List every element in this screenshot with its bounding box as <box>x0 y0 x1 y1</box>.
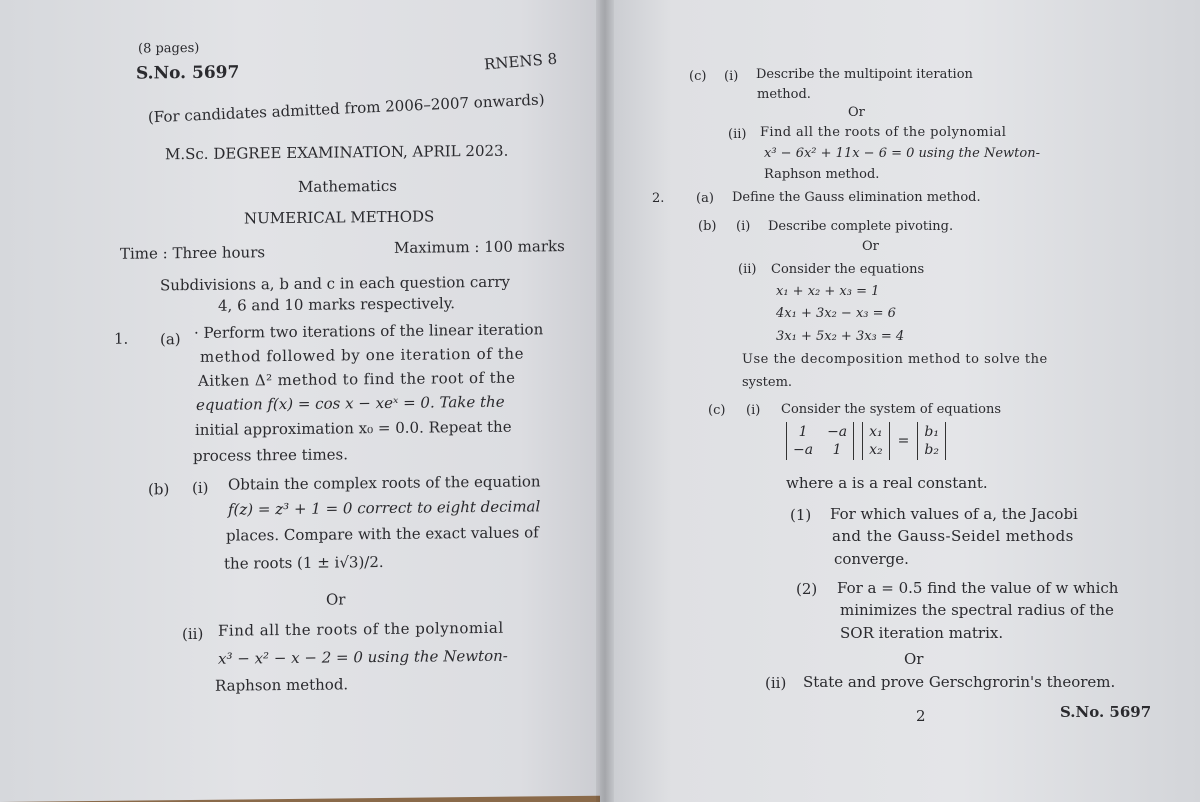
where-clause: where a is a real constant. <box>786 474 988 492</box>
q1b-ii-line-2: x³ − x² − x − 2 = 0 using the Newton- <box>218 646 508 668</box>
right-page <box>600 0 1200 802</box>
q2a-label: (a) <box>696 191 714 206</box>
q1c-ii-line-2: x³ − 6x² + 11x − 6 = 0 using the Newton- <box>764 146 1040 161</box>
q1c-i-line-1: Describe the multipoint iteration <box>756 67 973 82</box>
matrix-a-11: 1 <box>798 424 808 440</box>
vector-x1: x₁ <box>869 424 883 440</box>
q2c-i-label: (i) <box>746 403 761 418</box>
q1a-label: (a) <box>160 330 181 349</box>
matrix-a-12: −a <box>827 424 848 440</box>
q1b-i-line-3: places. Compare with the exact values of <box>226 523 539 545</box>
q1b-ii-line-1: Find all the roots of the polynomial <box>218 618 504 640</box>
q1b-i-line-1: Obtain the complex roots of the equation <box>228 472 541 494</box>
q1b-i-line-4: the roots (1 ± i√3)/2. <box>224 552 384 573</box>
page-number: 2 <box>916 707 926 725</box>
question-2-number: 2. <box>652 191 665 206</box>
q1a-line-1: · Perform two iterations of the linear iteration <box>194 320 544 342</box>
matrix-a-22: 1 <box>832 442 842 458</box>
q1b-label: (b) <box>148 480 170 499</box>
q2b-ii-tail-line-2: system. <box>742 375 793 390</box>
q2b-ii-tail-line-1: Use the decomposition method to solve the <box>742 352 1048 367</box>
q2c-ii-text: State and prove Gerschgrorin's theorem. <box>803 673 1116 691</box>
sub1-line-2: and the Gauss-Seidel methods <box>832 527 1074 545</box>
question-1-number: 1. <box>114 329 129 348</box>
or-divider-q2b: Or <box>862 239 879 254</box>
q2b-label: (b) <box>698 219 717 234</box>
equation-2: 4x₁ + 3x₂ − x₃ = 6 <box>776 306 896 321</box>
subdivisions-line-1: Subdivisions a, b and c in each question carry <box>160 272 511 295</box>
sub2-line-2: minimizes the spectral radius of the <box>840 601 1114 619</box>
q1c-label: (c) <box>689 69 707 84</box>
q2c-ii-label: (ii) <box>765 674 787 692</box>
q2a-text: Define the Gauss elimination method. <box>732 190 981 205</box>
constant-vector <box>917 422 946 460</box>
or-divider-q1c: Or <box>848 105 865 120</box>
sub1-label: (1) <box>790 506 812 524</box>
q1a-line-3: Aitken Δ² method to find the root of the <box>198 368 516 390</box>
sub1-line-3: converge. <box>834 550 909 568</box>
maximum-marks: Maximum : 100 marks <box>394 237 565 257</box>
equation-1: x₁ + x₂ + x₃ = 1 <box>776 284 880 299</box>
q1b-ii-label: (ii) <box>182 624 204 644</box>
equation-3: 3x₁ + 5x₂ + 3x₃ = 4 <box>776 329 905 344</box>
unknown-vector <box>862 422 890 460</box>
q1c-ii-label: (ii) <box>728 127 747 142</box>
footer-serial-number: S.No. 5697 <box>1060 703 1152 721</box>
paper-code: RNENS 8 <box>483 49 558 74</box>
q1a-line-4: equation f(x) = cos x − xeˣ = 0. Take the <box>196 392 505 414</box>
q1a-line-6: process three times. <box>193 445 349 465</box>
q1c-ii-line-1: Find all the roots of the polynomial <box>760 125 1007 140</box>
q1b-i-line-2: f(z) = z³ + 1 = 0 correct to eight decimal <box>228 497 541 519</box>
subject: Mathematics <box>298 176 397 196</box>
candidates-note: (For candidates admitted from 2006–2007 onwards) <box>147 90 545 127</box>
subdivisions-line-2: 4, 6 and 10 marks respectively. <box>218 294 455 315</box>
sub2-line-1: For a = 0.5 find the value of w which <box>837 579 1119 597</box>
q2c-label: (c) <box>708 403 726 418</box>
serial-number: S.No. 5697 <box>136 62 240 84</box>
vector-x2: x₂ <box>869 442 883 458</box>
page-fold-shadow <box>596 0 614 802</box>
q1c-ii-line-3: Raphson method. <box>764 167 880 182</box>
q2b-i-label: (i) <box>736 219 751 234</box>
matrix-equation <box>786 422 946 460</box>
q1b-ii-line-3: Raphson method. <box>215 675 349 695</box>
q2b-ii-label: (ii) <box>738 262 757 277</box>
or-divider-left: Or <box>326 590 346 609</box>
q2b-ii-text: Consider the equations <box>771 262 925 277</box>
q1a-line-5: initial approximation x₀ = 0.0. Repeat the <box>195 417 512 439</box>
q2b-i-text: Describe complete pivoting. <box>768 219 954 234</box>
vector-b1: b₁ <box>924 424 939 440</box>
coefficient-matrix <box>786 422 854 460</box>
or-divider-q2c: Or <box>904 650 924 668</box>
vector-b2: b₂ <box>924 442 939 458</box>
q1a-line-2: method followed by one iteration of the <box>200 344 525 366</box>
time-allowed: Time : Three hours <box>120 243 266 263</box>
sub2-line-3: SOR iteration matrix. <box>840 624 1004 642</box>
page-count: (8 pages) <box>138 40 200 57</box>
q1b-i-label: (i) <box>192 478 209 497</box>
q1c-i-label: (i) <box>724 69 739 84</box>
sub2-label: (2) <box>796 580 818 598</box>
equals-sign: = <box>897 433 910 449</box>
q1c-i-line-2: method. <box>757 87 811 102</box>
paper-title: NUMERICAL METHODS <box>244 207 435 228</box>
matrix-a-21: −a <box>793 442 814 458</box>
exam-title: M.Sc. DEGREE EXAMINATION, APRIL 2023. <box>165 141 509 164</box>
sub1-line-1: For which values of a, the Jacobi <box>830 505 1078 523</box>
q2c-i-text: Consider the system of equations <box>781 402 1001 417</box>
